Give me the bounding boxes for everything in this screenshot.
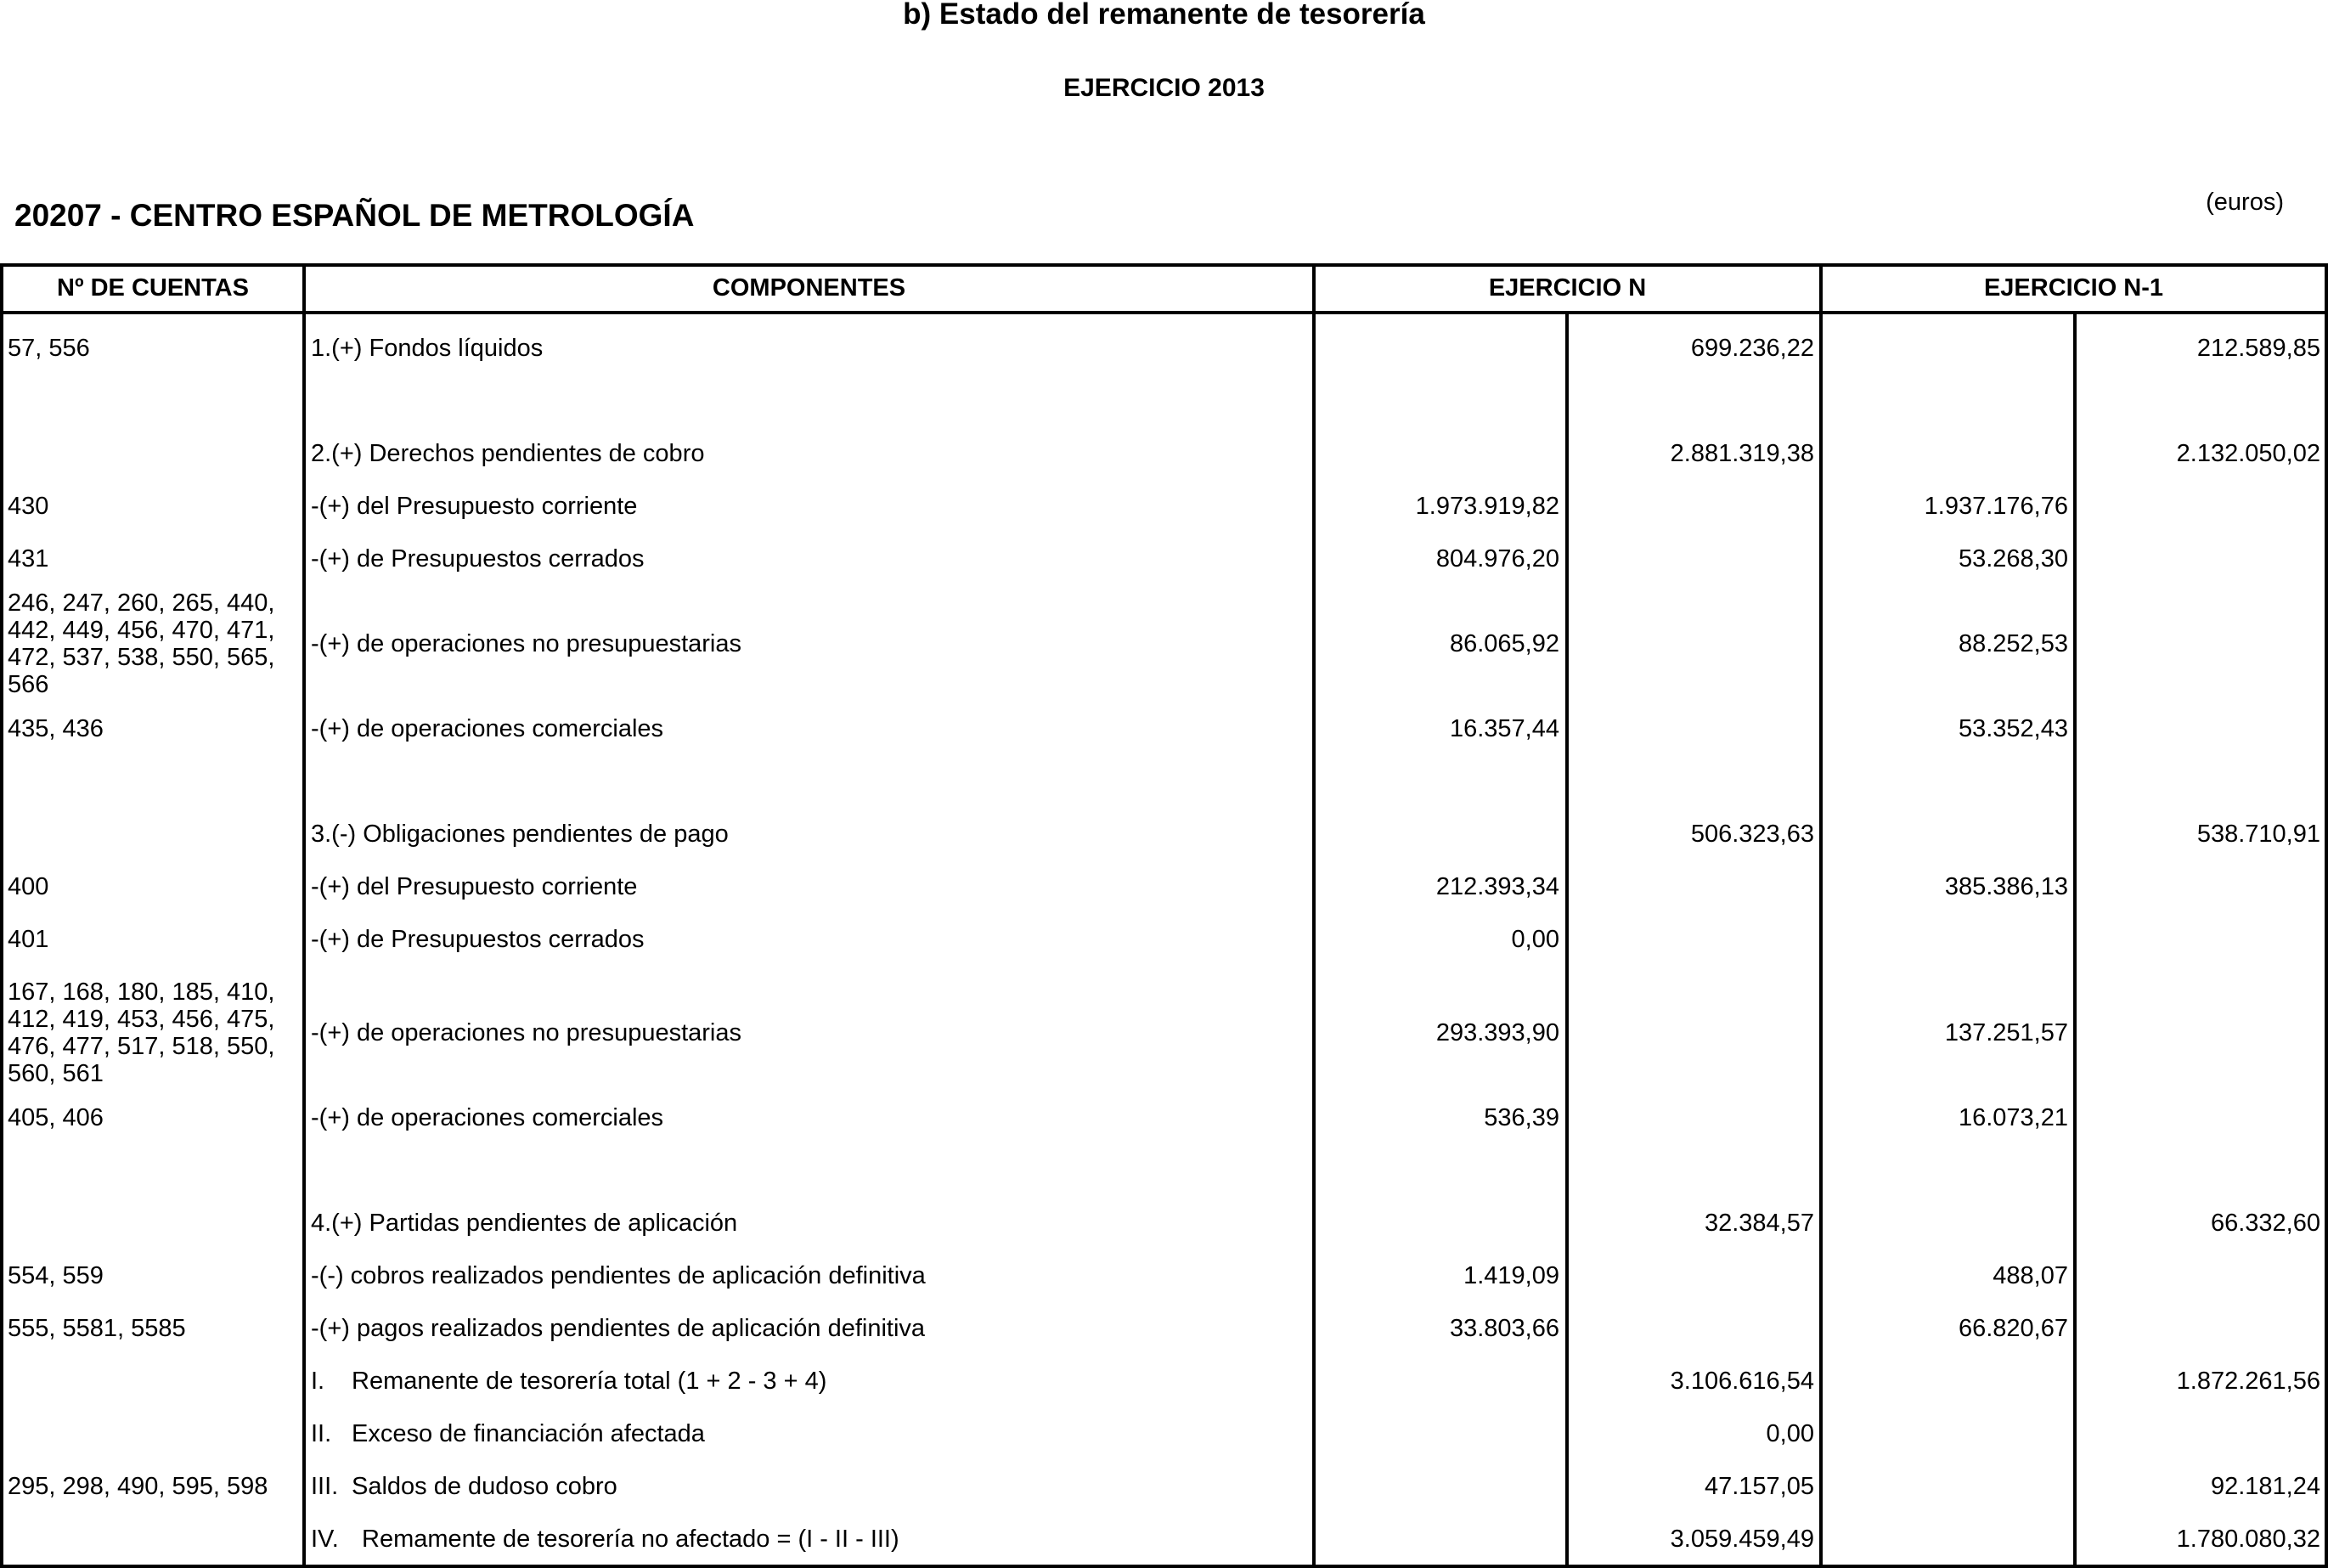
account-numbers: 400 [8,873,49,900]
component-label: -(+) del Presupuesto corriente [311,493,638,520]
year-n1-total: 1.872.261,56 [2176,1368,2320,1395]
year-n-total [1571,861,1814,912]
component-label [311,1408,1305,1459]
year-n-total [1571,586,1814,702]
header-components: COMPONENTES [712,274,906,302]
year-n1-total [2080,533,2320,584]
header-accounts: Nº DE CUENTAS [57,274,249,302]
year-n-total [1571,975,1814,1091]
year-n1-total [2080,914,2320,965]
component-label: 1.(+) Fondos líquidos [311,335,544,362]
year-n-total [1571,914,1814,965]
table-row [0,1408,2328,1459]
header-year-n: EJERCICIO N [1488,274,1647,302]
account-numbers [8,1408,301,1459]
header-year-n1: EJERCICIO N-1 [1983,274,2164,302]
year-n1-partial [1826,1461,2068,1512]
account-numbers: 405, 406 [8,1104,104,1131]
table-row [0,586,2328,702]
year-n1-total [2080,481,2320,532]
year-n-partial: 212.393,34 [1435,873,1559,900]
table-row [0,1461,2328,1512]
year-n-partial [1318,809,1559,860]
year-n1-total: 2.132.050,02 [2176,440,2320,467]
year-n-partial [1318,1514,1559,1565]
table-row [0,323,2328,374]
year-n1-partial: 66.820,67 [1958,1315,2068,1342]
account-numbers: 57, 556 [8,335,90,362]
fiscal-year-subtitle: EJERCICIO 2013 [1063,74,1265,102]
year-n-partial: 16.357,44 [1449,715,1559,742]
year-n1-partial [1826,1408,2068,1459]
year-n1-partial [1826,809,2068,860]
year-n1-partial: 1.937.176,76 [1924,493,2068,520]
table-row [0,481,2328,532]
year-n1-partial [1826,428,2068,479]
year-n1-total [2080,1092,2320,1143]
account-numbers: 401 [8,926,49,953]
component-label [311,1514,1305,1565]
year-n1-total [2080,586,2320,702]
component-text: Exceso de financiación afectada [352,1420,705,1447]
roman-numeral: I. [311,1368,325,1395]
year-n1-total [2080,1303,2320,1354]
year-n1-partial: 53.352,43 [1958,715,2068,742]
roman-numeral: II. [311,1420,332,1447]
header-bottom-border [0,311,2328,314]
table-row [0,1356,2328,1407]
table-row [0,1092,2328,1143]
year-n-total: 699.236,22 [1690,335,1814,362]
year-n1-total [2080,861,2320,912]
table-row [0,1303,2328,1354]
year-n-total: 506.323,63 [1690,821,1814,848]
table-row [0,428,2328,479]
year-n1-total [2080,1408,2320,1459]
year-n-partial [1318,1408,1559,1459]
year-n-total [1571,533,1814,584]
year-n-total: 47.157,05 [1704,1473,1814,1500]
year-n1-total: 66.332,60 [2210,1210,2320,1237]
component-label: -(+) de operaciones comerciales [311,1104,664,1131]
component-label: -(+) de Presupuestos cerrados [311,926,645,953]
year-n1-partial: 16.073,21 [1958,1104,2068,1131]
account-numbers: 435, 436 [8,715,104,742]
year-n1-total [2080,975,2320,1091]
year-n-partial: 1.419,09 [1463,1262,1559,1289]
year-n-total [1571,481,1814,532]
account-numbers [8,1356,301,1407]
component-label: -(+) de operaciones no presupuestarias [311,1019,741,1046]
year-n1-total: 538.710,91 [2196,821,2320,848]
component-label: 2.(+) Derechos pendientes de cobro [311,440,705,467]
year-n1-partial: 88.252,53 [1958,630,2068,657]
table-row [0,861,2328,912]
year-n1-total: 1.780.080,32 [2176,1526,2320,1553]
year-n1-total [2080,703,2320,754]
year-n1-partial: 385.386,13 [1944,873,2068,900]
year-n-total [1571,1250,1814,1301]
account-numbers [8,428,301,479]
year-n-total: 32.384,57 [1704,1210,1814,1237]
year-n-partial [1318,1198,1559,1249]
year-n-partial [1318,1461,1559,1512]
component-label: -(+) de operaciones no presupuestarias [311,630,741,657]
year-n1-partial: 488,07 [1993,1262,2068,1289]
year-n-total: 0,00 [1766,1420,1814,1447]
year-n-partial [1318,428,1559,479]
year-n-total: 3.106.616,54 [1670,1368,1814,1395]
year-n-total: 3.059.459,49 [1670,1526,1814,1553]
year-n1-total: 212.589,85 [2196,335,2320,362]
component-label: -(+) del Presupuesto corriente [311,873,638,900]
table-bottom-border [0,1565,2328,1568]
account-numbers: 554, 559 [8,1262,104,1289]
table-row [0,1514,2328,1565]
year-n1-partial [1826,1198,2068,1249]
component-label: 4.(+) Partidas pendientes de aplicación [311,1210,738,1237]
account-numbers [8,809,301,860]
table-row [0,533,2328,584]
year-n-total [1571,703,1814,754]
table-row [0,914,2328,965]
component-label [311,1356,1305,1407]
component-label: -(+) de operaciones comerciales [311,715,664,742]
year-n-partial: 0,00 [1511,926,1559,953]
year-n1-partial: 53.268,30 [1958,545,2068,572]
year-n-partial: 1.973.919,82 [1415,493,1559,520]
table-row [0,1198,2328,1249]
account-numbers [8,1198,301,1249]
table-row [0,975,2328,1091]
year-n1-total [2080,1250,2320,1301]
report-title: b) Estado del remanente de tesorería [903,0,1425,31]
year-n1-partial [1826,1356,2068,1407]
year-n-total: 2.881.319,38 [1670,440,1814,467]
year-n1-partial [1826,323,2068,374]
year-n-total [1571,1092,1814,1143]
treasury-remainder-table [0,263,2328,1568]
account-numbers: 295, 298, 490, 595, 598 [8,1473,268,1500]
component-text: Remamente de tesorería no afectado = (I - II - III) [362,1526,899,1553]
component-text: Saldos de dudoso cobro [352,1473,617,1500]
roman-numeral: III. [311,1473,339,1500]
account-numbers [8,1514,301,1565]
component-label [311,1461,1305,1512]
component-label: -(-) cobros realizados pendientes de aplicación definitiva [311,1262,926,1289]
table-row [0,703,2328,754]
year-n-partial [1318,1356,1559,1407]
component-label: -(+) de Presupuestos cerrados [311,545,645,572]
year-n1-partial: 137.251,57 [1944,1019,2068,1046]
component-text: Remanente de tesorería total (1 + 2 - 3 + 4) [352,1368,827,1395]
component-label: -(+) pagos realizados pendientes de aplicación definitiva [311,1315,926,1342]
year-n1-total: 92.181,24 [2210,1473,2320,1500]
account-numbers: 431 [8,545,49,572]
entity-name: 20207 - CENTRO ESPAÑOL DE METROLOGÍA [14,198,695,233]
year-n-partial: 804.976,20 [1435,545,1559,572]
table-row [0,809,2328,860]
year-n-partial: 536,39 [1484,1104,1559,1131]
year-n1-partial [1826,1514,2068,1565]
account-numbers: 555, 5581, 5585 [8,1315,186,1342]
component-label: 3.(-) Obligaciones pendientes de pago [311,821,729,848]
year-n-partial [1318,323,1559,374]
account-numbers: 246, 247, 260, 265, 440, 442, 449, 456, 470, 471, 472, 537, 538, 550, 565, 566 [8,589,275,698]
table-row [0,1250,2328,1301]
account-numbers: 167, 168, 180, 185, 410, 412, 419, 453, 456, 475, 476, 477, 517, 518, 550, 560, 561 [8,979,275,1087]
year-n1-partial [1826,914,2068,965]
year-n-partial: 33.803,66 [1449,1315,1559,1342]
year-n-partial: 293.393,90 [1435,1019,1559,1046]
year-n-partial: 86.065,92 [1449,630,1559,657]
year-n-total [1571,1303,1814,1354]
roman-numeral: IV. [311,1526,339,1553]
account-numbers: 430 [8,493,49,520]
units-label: (euros) [2206,189,2284,216]
